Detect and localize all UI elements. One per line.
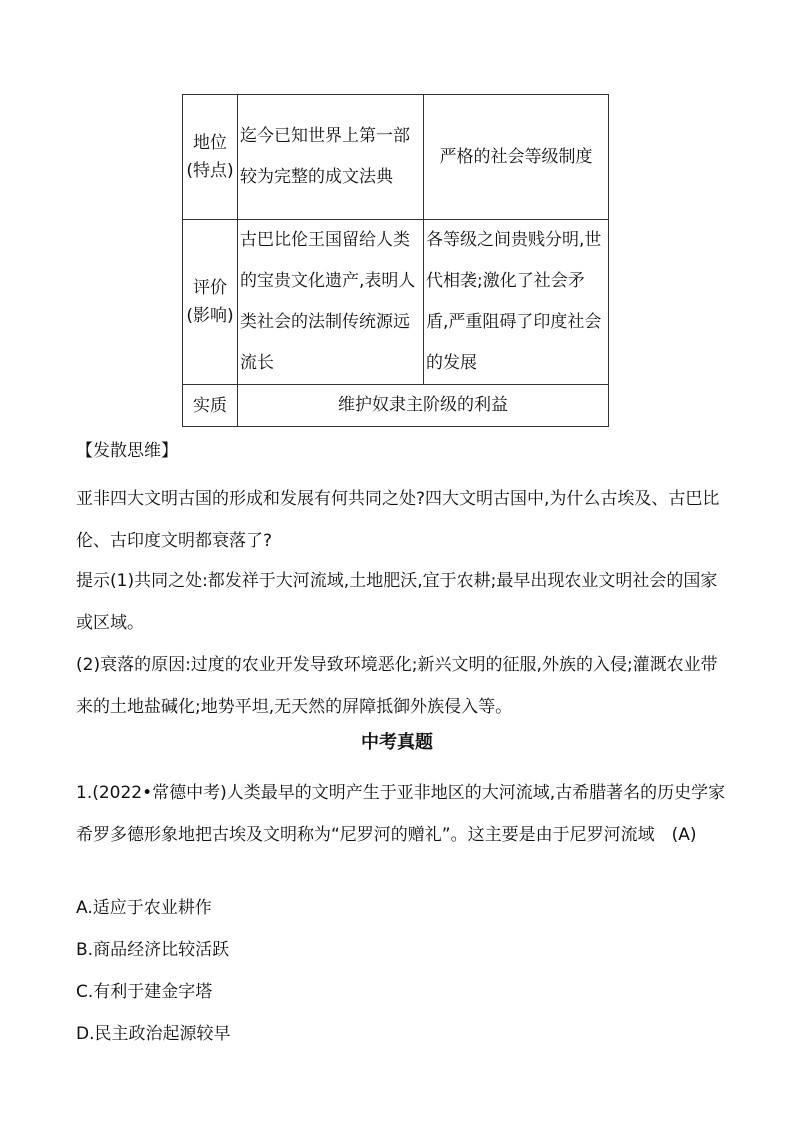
option-d: D.民主政治起源较早 <box>76 1024 231 1044</box>
row-label-evaluation <box>183 220 238 385</box>
hint-paragraph-2: (2)衰落的原因:过度的农业开发导致环境恶化;新兴文明的征服,外族的入侵;灌溉农业带来的土地盐碱化;地势平坦,无天然的屏障抵御外族侵入等。 <box>76 655 718 717</box>
section-title: 中考真题 <box>361 732 433 753</box>
exam-question-1: 1.(2022•常德中考)人类最早的文明产生于亚非地区的大河流域,古希腊著名的历史学家希罗多德形象地把古埃及文明称为“尼罗河的赠礼”。这主要是由于尼罗河流域 (A) <box>76 783 726 845</box>
table-row <box>183 385 609 427</box>
label-line: 评价 <box>193 278 227 298</box>
hint-paragraph-1: 提示(1)共同之处:都发祥于大河流域,土地肥沃,宜于农耕;最早出现农业文明社会的国家或区域。 <box>76 571 718 633</box>
table-cell-merged: 维护奴隶主阶级的利益 <box>238 385 609 427</box>
comparison-table <box>182 94 609 427</box>
label-line: (特点) <box>186 161 234 181</box>
table-cell-code: 古巴比伦王国留给人类的宝贵文化遗产,表明人类社会的法制传统源远流长 <box>238 220 424 385</box>
option-a: A.适应于农业耕作 <box>76 898 212 918</box>
table-cell-code: 迄今已知世界上第一部较为完整的成文法典 <box>238 95 424 220</box>
table-row <box>183 95 609 220</box>
divergent-thinking-tag: 【发散思维】 <box>76 441 178 461</box>
row-label-essence: 实质 <box>183 385 238 427</box>
option-b: B.商品经济比较活跃 <box>76 940 230 960</box>
label-line: 地位 <box>193 133 227 153</box>
table-cell-caste: 严格的社会等级制度 <box>424 95 609 220</box>
table-row <box>183 220 609 385</box>
divergent-question: 亚非四大文明古国的形成和发展有何共同之处?四大文明古国中,为什么古埃及、古巴比伦、古印度文明都衰落了? <box>76 489 720 551</box>
option-c: C.有利于建金字塔 <box>76 982 213 1002</box>
label-line: (影响) <box>186 306 234 326</box>
row-label-status <box>183 95 238 220</box>
table-cell-caste: 各等级之间贵贱分明,世代相袭;激化了社会矛盾,严重阻碍了印度社会的发展 <box>424 220 609 385</box>
